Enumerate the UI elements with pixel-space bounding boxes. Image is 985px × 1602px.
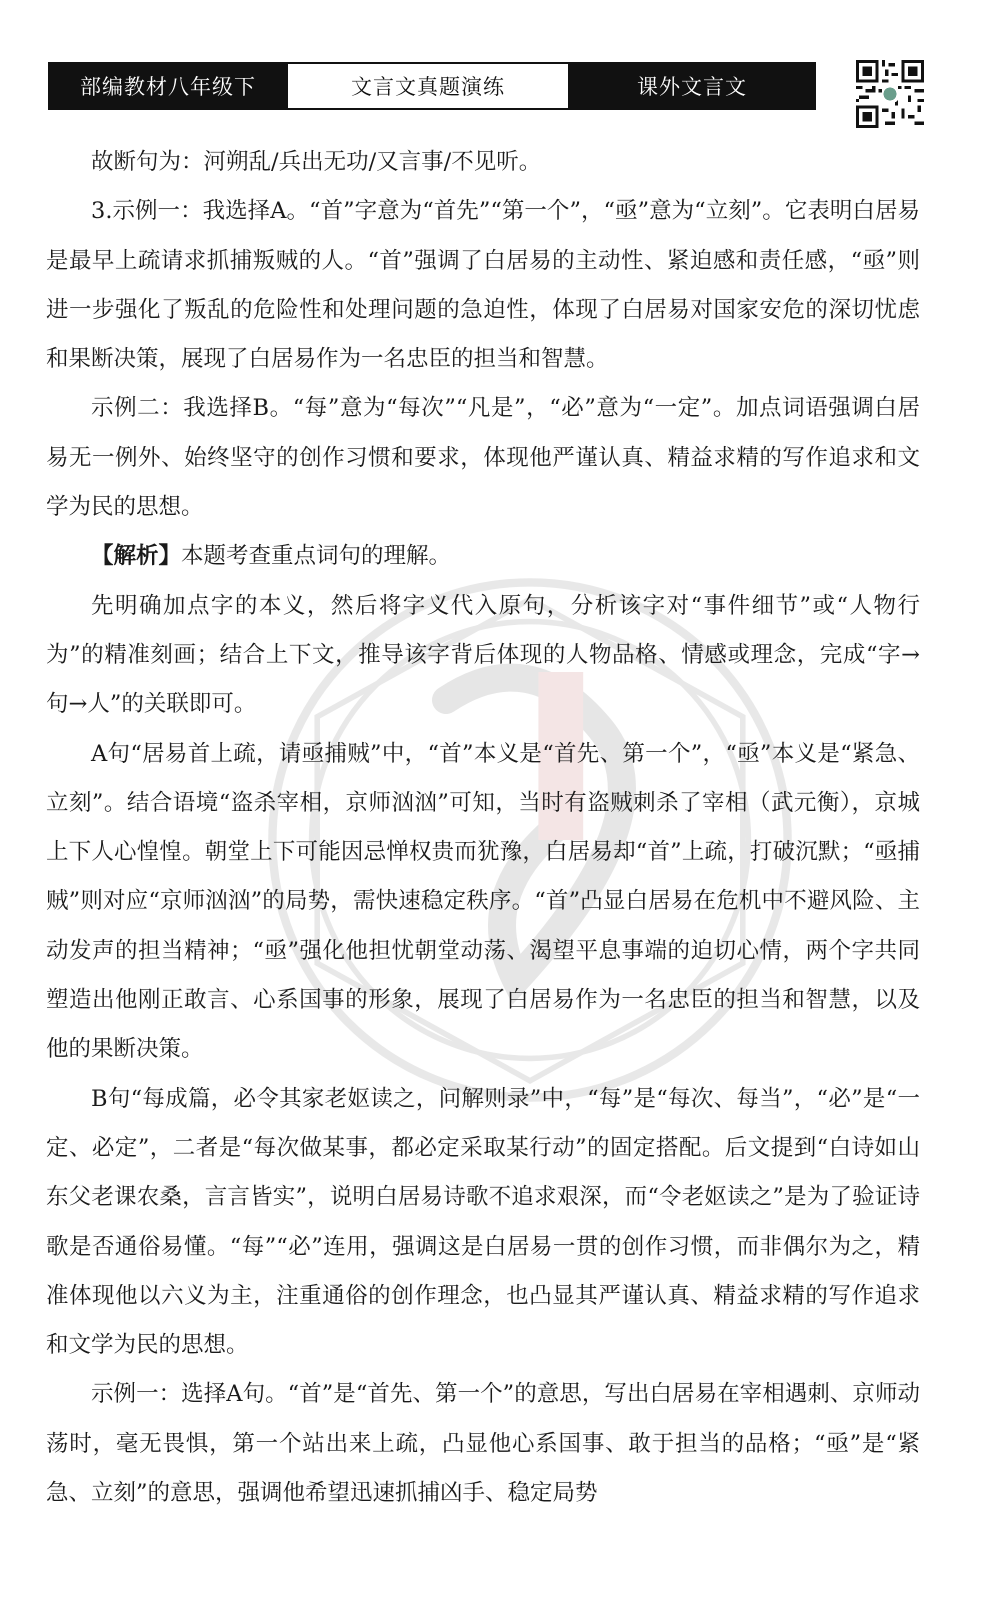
analysis-label: 【解析】 <box>91 543 182 570</box>
paragraph: 示例一：选择A句。“首”是“首先、第一个”的意思，写出白居易在宰相遇刺、京师动荡时，毫无畏惧，第一个站出来上疏，凸显他心系国事、敢于担当的品格；“亟”是“紧急、立刻”的意思，强调他希望迅速抓捕凶手、稳定局势 <box>46 1381 920 1507</box>
paragraph: 先明确加点字的本义，然后将字义代入原句，分析该字对“事件细节”或“人物行为”的精准刻画；结合上下文，推导该字背后体现的人物品格、情感或理念，完成“字→句→人”的关联即可。 <box>46 592 920 718</box>
paragraph: A句“居易首上疏，请亟捕贼”中，“首”本义是“首先、第一个”，“亟”本义是“紧急、立刻”。结合语境“盗杀宰相，京师汹汹”可知，当时有盗贼刺杀了宰相（武元衡），京城上下人心惶惶。朝堂上下可能因忌惮权贵而犹豫，白居易却“首”上疏，打破沉默；“亟捕贼”则对应“京师汹汹”的局势，需快速稳定秩序。“首”凸显白居易在危机中不避风险、主动发声的担当精神；“亟”强化他担忧朝堂动荡、渴望平息事端的迫切心情，两个字共同塑造出他刚正敢言、心系国事的形象，展现了白居易作为一名忠臣的担当和智慧，以及他的果断决策。 <box>46 740 920 1063</box>
paragraph: 3.示例一：我选择A。“首”字意为“首先”“第一个”，“亟”意为“立刻”。它表明白居易是最早上疏请求抓捕叛贼的人。“首”强调了白居易的主动性、紧迫感和责任感，“亟”则进一步强化了叛乱的危险性和处理问题的急迫性，体现了白居易对国家安危的深切忧虑和果断决策，展现了白居易作为一名忠臣的担当和智慧。 <box>46 198 920 373</box>
header-title: 文言文真题演练 <box>286 64 570 108</box>
qr-code-icon <box>856 60 924 128</box>
header-grade-label: 部编教材八年级下 <box>50 64 286 108</box>
document-body <box>46 138 920 1518</box>
header-section-label: 课外文言文 <box>570 64 814 108</box>
analysis-text: 本题考查重点词句的理解。 <box>181 543 452 570</box>
paragraph: 示例二：我选择B。“每”意为“每次”“凡是”，“必”意为“一定”。加点词语强调白居易无一例外、始终坚守的创作习惯和要求，体现他严谨认真、精益求精的写作追求和文学为民的思想。 <box>46 395 920 521</box>
paragraph: 故断句为：河朔乱/兵出无功/又言事/不见听。 <box>91 149 542 175</box>
page-header <box>48 62 816 110</box>
paragraph: B句“每成篇，必令其家老妪读之，问解则录”中，“每”是“每次、每当”，“必”是“一定、必定”，二者是“每次做某事，都必定采取某行动”的固定搭配。后文提到“白诗如山东父老课农桑，言言皆实”，说明白居易诗歌不追求艰深，而“令老妪读之”是为了验证诗歌是否通俗易懂。“每”“必”连用，强调这是白居易一贯的创作习惯，而非偶尔为之，精准体现他以六义为主，注重通俗的创作理念，也凸显其严谨认真、精益求精的写作追求和文学为民的思想。 <box>46 1085 920 1359</box>
analysis-paragraph <box>46 532 920 581</box>
